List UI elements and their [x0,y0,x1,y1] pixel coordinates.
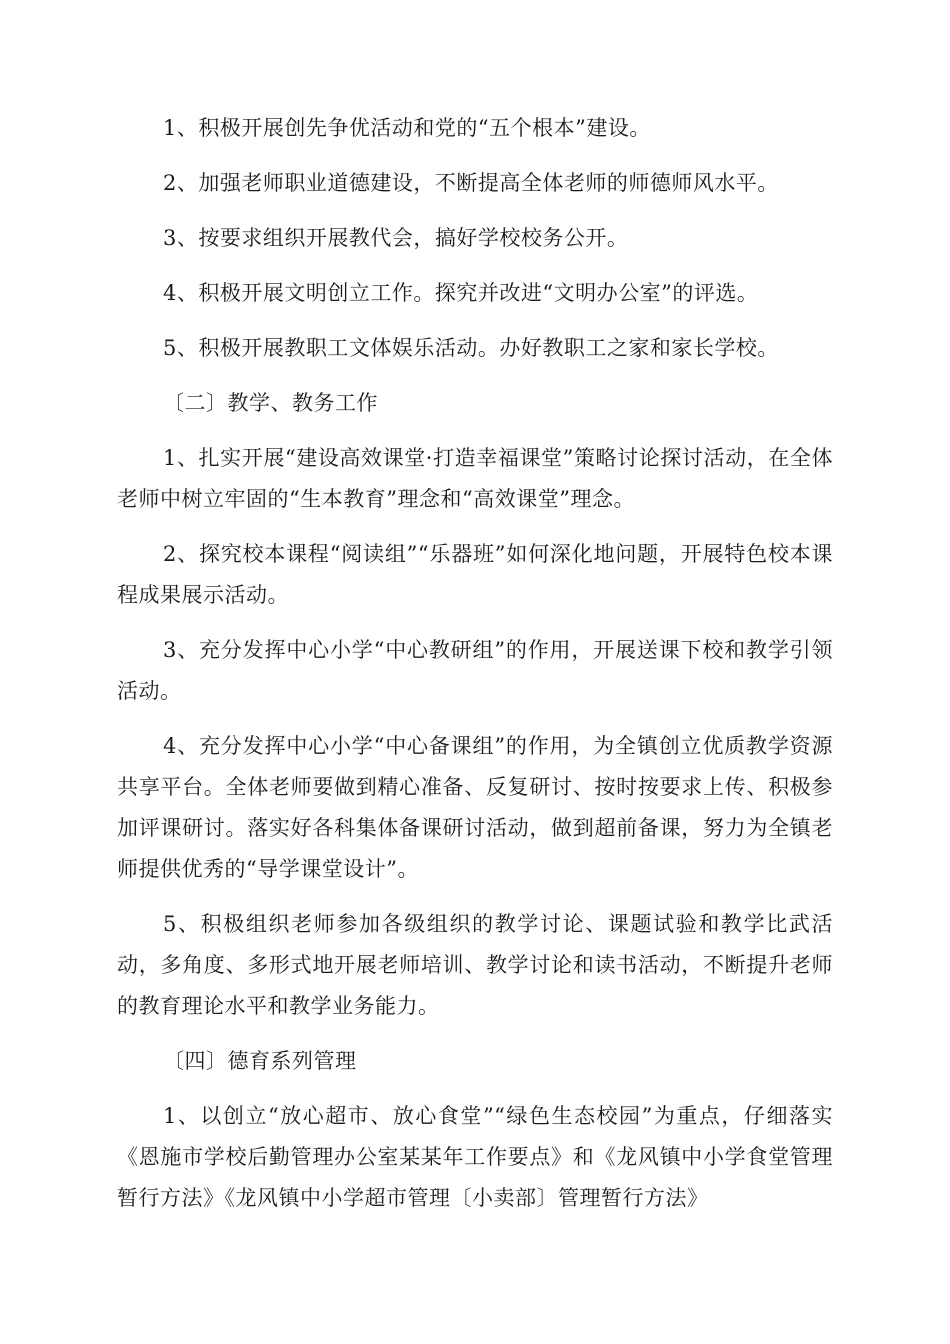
paragraph-5: 5、积极开展教职工文体娱乐活动。办好教职工之家和家长学校。 [163,336,779,360]
paragraph-moral-1: 1、以创立“放心超市、放心食堂”“绿色生态校园”为重点，仔细落实《恩施市学校后勤管理办公室某某年工作要点》和《龙风镇中小学食堂管理暂行方法》《龙风镇中小学超市管理〔小卖部〕管理暂行方法》 [117,1104,833,1210]
section-heading-moral: 〔四〕德育系列管理 [163,1049,357,1073]
section-heading-teaching: 〔二〕教学、教务工作 [163,391,378,415]
paragraph-4: 4、积极开展文明创立工作。探究并改进“文明办公室”的评选。 [163,281,759,305]
paragraph-teaching-5: 5、积极组织老师参加各级组织的教学讨论、课题试验和教学比武活动，多角度、多形式地开展老师培训、教学讨论和读书活动，不断提升老师的教育理论水平和教学业务能力。 [117,912,833,1018]
paragraph-teaching-3: 3、充分发挥中心小学“中心教研组”的作用，开展送课下校和教学引领活动。 [117,638,833,703]
paragraph-teaching-2: 2、探究校本课程“阅读组”“乐器班”如何深化地问题，开展特色校本课程成果展示活动。 [117,542,833,607]
document-page [117,108,833,1219]
paragraph-3: 3、按要求组织开展教代会，搞好学校校务公开。 [163,226,629,250]
paragraph-1: 1、积极开展创先争优活动和党的“五个根本”建设。 [163,116,651,140]
paragraph-teaching-4: 4、充分发挥中心小学“中心备课组”的作用，为全镇创立优质教学资源共享平台。全体老师要做到精心准备、反复研讨、按时按要求上传、积极参加评课研讨。落实好各科集体备课研讨活动，做到超前备课，努力为全镇老师提供优秀的“导学课堂设计”。 [117,734,833,881]
paragraph-2: 2、加强老师职业道德建设，不断提高全体老师的师德师风水平。 [163,171,779,195]
paragraph-teaching-1: 1、扎实开展“建设高效课堂·打造幸福课堂”策略讨论探讨活动，在全体老师中树立牢固的“生本教育”理念和“高效课堂”理念。 [117,446,833,511]
